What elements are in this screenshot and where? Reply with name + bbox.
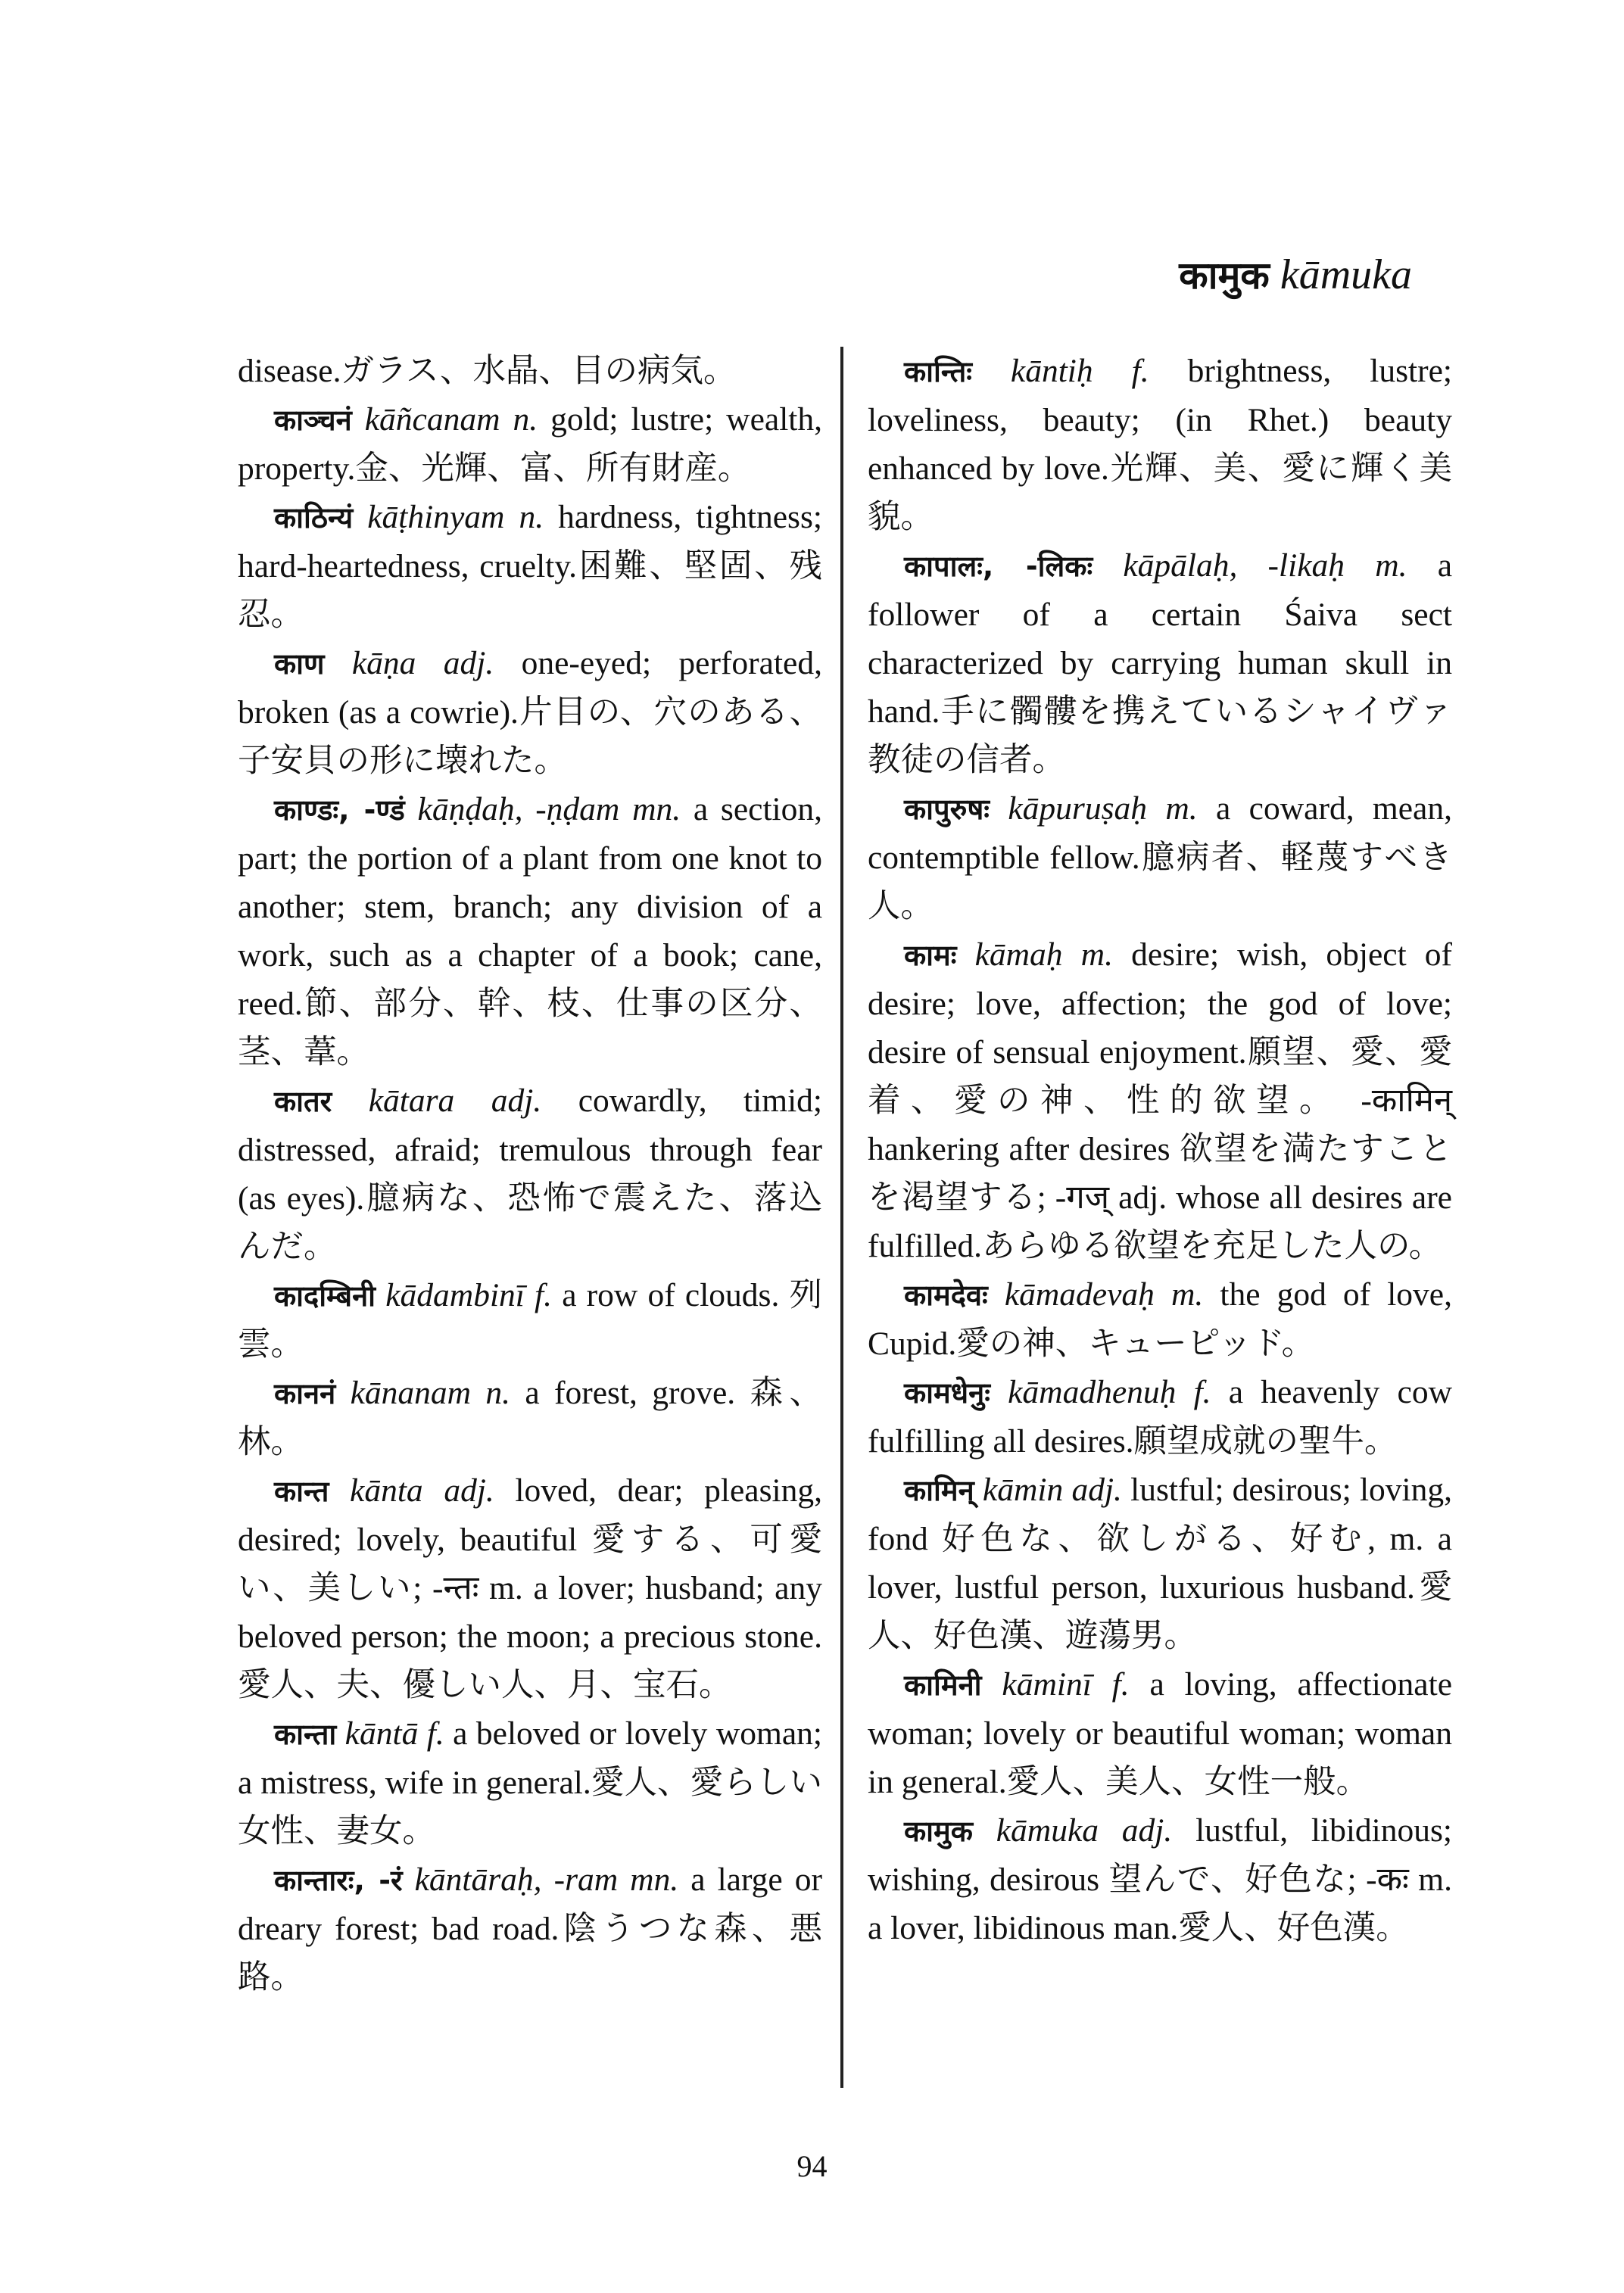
entry-headword: कान्त: [274, 1475, 329, 1508]
entry-headword: कामः: [904, 939, 957, 972]
entry-definition: brightness, lustre; loveliness, beauty; (in Rhet.) beauty enhanced by love.光輝、美、愛に輝く美貌。: [868, 353, 1452, 535]
entry-headword: कामुक: [904, 1815, 973, 1848]
entry-definition: a heavenly cow fulfilling all desires.願望成就の聖牛。: [868, 1374, 1452, 1460]
entry-katara: [238, 1076, 822, 1271]
entry-transliteration: kāminī f.: [1002, 1666, 1130, 1703]
column-divider: [840, 347, 843, 2088]
entry-kamah: [868, 930, 1452, 1270]
entry-kanta-f: [238, 1709, 822, 1855]
entry-headword: कान्तारः, -रं: [274, 1864, 403, 1897]
entry-headword: काठिन्यं: [274, 501, 354, 534]
entry-headword: कापालः, -लिकः: [904, 550, 1093, 583]
running-head: [1179, 248, 1412, 300]
entry-headword: कामधेनुः: [904, 1376, 990, 1410]
entry-definition: a section, part; the portion of a plant from one knot to another; stem, branch; any division of a work, such as a chapter of a book; cane, reed.節、部分、幹、枝、仕事の区分、茎、葦。: [238, 791, 823, 1070]
entry-definition: hardness, tightness; hard-heartedness, cruelty.困難、堅固、残忍。: [238, 499, 822, 633]
entry-kapalah: [868, 541, 1452, 784]
entry-definition: a follower of a certain Śaiva sect characterized by carrying human skull in hand.手に髑髏を携えているシャイヴァ教徒の信者。: [868, 547, 1453, 778]
running-head-roman: kāmuka: [1280, 251, 1412, 298]
entry-definition: a loving, affectionate woman; lovely or beautiful woman; woman in general.愛人、美人、女性一般。: [868, 1666, 1453, 1800]
right-column: [868, 347, 1452, 1952]
entry-definition: lustful; desirous; loving, fond 好色な、欲しがる、好む, m. a lover, lustful person, luxurious husband.愛人、好色漢、遊蕩男。: [868, 1472, 1452, 1654]
entry-headword: कातर: [274, 1085, 332, 1118]
entry-definition: a large or dreary forest; bad road.陰うつな森、悪路。: [238, 1862, 822, 1995]
entry-headword: कादम्बिनी: [274, 1279, 376, 1313]
entry-transliteration: kāṭhinyam n.: [367, 499, 544, 535]
entry-definition: a coward, mean, contemptible fellow.臆病者、軽蔑すべき人。: [868, 790, 1452, 924]
entry-headword: कान्ता: [274, 1718, 337, 1751]
left-column: [238, 347, 822, 2002]
entry-kamin: [868, 1466, 1452, 1660]
entry-definition: desire; wish, object of desire; love, affection; the god of love; desire of sensual enjoyment.願望、愛、愛着、愛の神、性的欲望。 -कामिन् hankering after desires 欲望を満たすことを渇望する; -गज् adj. whose all desires are fulfilled.あらゆる欲望を充足した人の。: [868, 936, 1453, 1264]
entry-definition: lustful, libidinous; wishing, desirous 望んで、好色な; -कः m. a lover, libidinous man.愛人、好色漢。: [868, 1812, 1453, 1946]
entry-kanta: [238, 1466, 822, 1709]
entry-kamuka: [868, 1806, 1452, 1952]
entry-headword: कामिनी: [904, 1668, 982, 1702]
entry-headword: काननं: [274, 1377, 336, 1410]
entry-transliteration: kāmaḥ m.: [974, 936, 1113, 973]
entry-kana: [238, 639, 822, 785]
entry-transliteration: kāntā f.: [344, 1715, 444, 1752]
entry-headword: काञ्चनं: [274, 403, 352, 437]
entry-definition: gold; lustre; wealth, property.金、光輝、富、所有財産。: [238, 401, 822, 487]
entry-definition: one-eyed; perforated, broken (as a cowrie).片目の、穴のある、子安貝の形に壊れた。: [238, 645, 822, 779]
entry-transliteration: kāpālaḥ, -likaḥ m.: [1123, 547, 1407, 584]
entry-transliteration: kāmin adj.: [982, 1472, 1122, 1508]
entry-transliteration: kānanam n.: [350, 1375, 511, 1411]
running-head-devanagari: कामुक: [1179, 254, 1270, 298]
entry-definition: cowardly, timid; distressed, afraid; tremulous through fear (as eyes).臆病な、恐怖で震えた、落込んだ。: [238, 1083, 822, 1265]
entry-kananam: [238, 1369, 822, 1466]
entry-transliteration: kāñcanam n.: [364, 401, 538, 438]
entry-transliteration: kāṇḍaḥ, -ṇḍam mn.: [417, 791, 681, 827]
entry-headword: काण्डः, -ण्डं: [274, 793, 405, 827]
entry-headword: कामदेवः: [904, 1279, 988, 1312]
entry-kamadevah: [868, 1270, 1452, 1368]
entry-definition: disease.ガラス、水晶、目の病気。: [238, 353, 737, 389]
entry-transliteration: kādambinī f.: [385, 1277, 552, 1313]
entry-transliteration: kāṇa adj.: [351, 645, 494, 681]
entry-headword: कान्तिः: [904, 355, 972, 388]
entry-definition: loved, dear; pleasing, desired; lovely, beautiful 愛する、可愛い、美しい; -न्तः m. a lover; husband; any beloved person; the moon; a precious stone.愛人、夫、優しい人、月、宝石。: [238, 1472, 822, 1703]
entry-kantarah: [238, 1855, 822, 2002]
entry-kandah: [238, 785, 822, 1076]
entry-kancanam: [238, 395, 822, 493]
entry-definition: a beloved or lovely woman; a mistress, wife in general.愛人、愛らしい女性、妻女。: [238, 1715, 823, 1849]
entry-continuation: [238, 347, 822, 395]
entry-transliteration: kāmadhenuḥ f.: [1008, 1374, 1211, 1410]
entry-kapurusah: [868, 784, 1452, 930]
entry-definition: a forest, grove. 森、林。: [238, 1375, 822, 1460]
entry-transliteration: kāpuruṣaḥ m.: [1008, 790, 1198, 827]
entry-headword: कामिन्: [904, 1474, 974, 1507]
entry-kamadhenuh: [868, 1368, 1452, 1466]
entry-kathinyam: [238, 493, 822, 639]
entry-headword: काण: [274, 647, 325, 681]
entry-definition: the god of love, Cupid.愛の神、キューピッド。: [868, 1276, 1452, 1362]
entry-headword: कापुरुषः: [904, 793, 990, 826]
entry-transliteration: kāmuka adj.: [996, 1812, 1173, 1849]
entry-transliteration: kātara adj.: [368, 1083, 542, 1119]
page-number: 94: [796, 2149, 828, 2183]
entry-transliteration: kāntiḥ f.: [1010, 353, 1149, 389]
entry-kadambini: [238, 1271, 822, 1369]
entry-transliteration: kānta adj.: [350, 1472, 494, 1509]
entry-definition: a row of clouds. 列雲。: [238, 1277, 823, 1363]
entry-kamini: [868, 1660, 1452, 1806]
entry-kantih: [868, 347, 1452, 541]
entry-transliteration: kāmadevaḥ m.: [1004, 1276, 1204, 1313]
entry-transliteration: kāntāraḥ, -ram mn.: [414, 1862, 679, 1898]
